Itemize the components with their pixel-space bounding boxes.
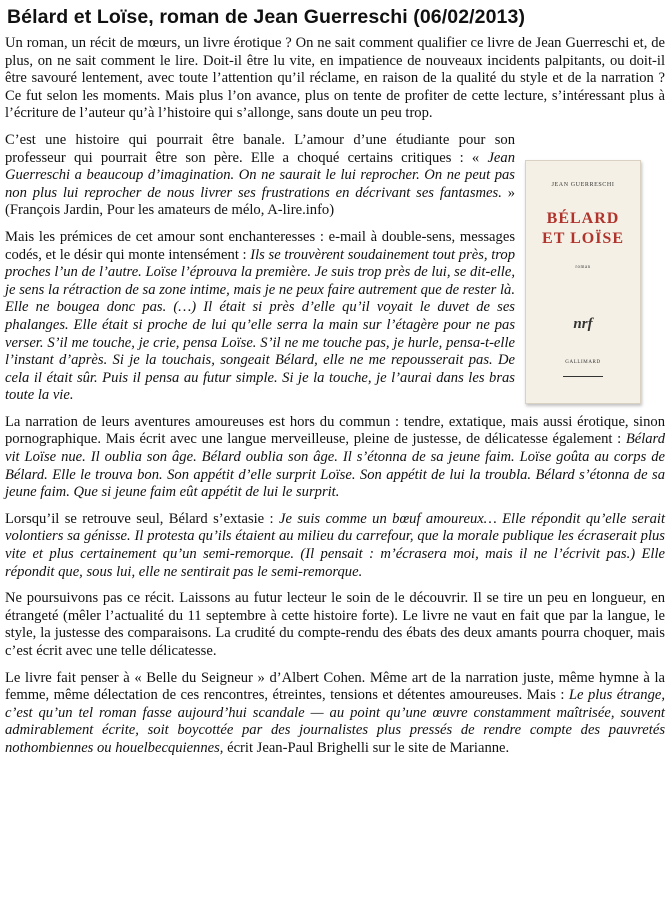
paragraph-5-text-1: Lorsqu’il se retrouve seul, Bélard s’extasie : xyxy=(5,510,279,527)
cover-title xyxy=(526,209,640,249)
paragraph-5 xyxy=(5,511,665,581)
nrf-logo: nrf xyxy=(573,316,593,333)
cover-publisher xyxy=(526,354,640,377)
paragraph-5-quote: Je suis comme un bœuf amoureux… Elle répondit qu’elle serait volontiers sa génisse. Il protesta qu’ils étaient au milieu du carrefour, que la morale publique les écraserait plus vite et plus certainement qu’un semi-remorque. (Il pensait : m’écrasera moi, mais il ne l’écrivit pas.) Elle répondit que, sous lui, elle ne sentirait pas le semi-remorque. xyxy=(5,510,665,580)
cover-title-line-2: ET LOÏSE xyxy=(542,229,624,247)
paragraph-1 xyxy=(5,35,665,123)
paragraph-7-quote: Le plus étrange, c’est qu’un tel roman fasse aujourd’hui scandale — au point qu’une œuvre constamment maîtrisée, souvent admirablement écrite, soit boycottée par des journalistes plus pressés de rendre compte des pauvretés nothombiennes ou houelbecquiennes, xyxy=(5,687,665,756)
paragraph-7 xyxy=(5,670,665,758)
paragraph-4-quote: Bélard vit Loïse nue. Il oublia son âge. Bélard oublia son âge. Il s’étonna de sa jeune faim. Loïse goûta au corps de Bélard. Elle le trouva bon. Son appétit d’elle surprit Loïse. Son appétit de lui la troubla. Bélard s’étonna de sa jeune faim. Que si jeune faim eût appétit de lui le surprit. xyxy=(5,431,665,501)
paragraph-7-text-2: écrit Jean-Paul Brighelli sur le site de Marianne. xyxy=(223,739,510,756)
cover-rule xyxy=(563,376,603,377)
book-cover-image xyxy=(525,160,641,404)
paragraph-4 xyxy=(5,414,665,502)
paragraph-3-quote: Ils se trouvèrent soudainement tout près, trop proches l’un de l’autre. Loïse l’éprouva la première. Je suis trop près de lui, se dit-elle, je sens la rétraction de sa zone intime, mais je ne peux faire autrement que de rester là. Elle ne bougea donc pas. (…) Il était si près d’elle qu’il voyait le duvet de ses phalanges. Elle était si proche de lui qu’elle serra la main sur l’étagère pour ne pas verser. S’il me touche, je crie, pensa Loïse. S’il ne me touche pas, je hurle, pensa-t-elle l’instant d’après. Si je la touchais, songeait Bélard, elle ne me repousserait pas. De cela il était sûr. Puis il pensa au futur simple. Si je la touche, je l’aurai dans les bras toute la vie. xyxy=(5,246,515,404)
paragraph-2-text-2: » (François Jardin, Pour les amateurs de mélo, A-lire.info) xyxy=(5,184,515,219)
article-body xyxy=(5,35,665,758)
paragraph-1-text: Un roman, un récit de mœurs, un livre érotique ? On ne sait comment qualifier ce livre de Jean Guerreschi et, de plus, on ne sait comment le lire. Doit-il être lu vite, en impatience de nouveaux incidents palpitants, ou doit-il être savouré lentement, avec toute l’attention qu’il réclame, en raison de la qualité du style et de la narration ? Ce fut selon les moments. Mais plus l’on avance, plus on tente de profiter de cette lecture, s’intéressant plus à l’écriture de l’auteur qu’à l’histoire qui s’allonge, sans doute un peu trop. xyxy=(5,35,665,122)
article-title: Bélard et Loïse, roman de Jean Guerreschi (06/02/2013) xyxy=(7,6,526,28)
paragraph-6-text: Ne poursuivons pas ce récit. Laissons au futur lecteur le soin de le découvrir. Il se tire un peu en longueur, en étrangeté (mêler l’actualité du 11 septembre à cette histoire forte). Le livre ne vaut en fait que par la langue, le style, la justesse des comparaisons. La crudité du compte-rendu des ébats des deux amants pourra choquer, mais c’est écrit avec une telle délicatesse. xyxy=(5,590,665,659)
cover-author: JEAN GUERRESCHI xyxy=(551,181,615,188)
paragraph-3-text-1: Mais les prémices de cet amour sont enchanteresses : e-mail à double-sens, messages codés, et le désir qui monte intensément : xyxy=(5,228,515,263)
paragraph-6 xyxy=(5,590,665,660)
paragraph-2-text-1: C’est une histoire qui pourrait être banale. L’amour d’une étudiante pour son professeur qui pourrait être son père. Elle a choqué certains critiques : « xyxy=(5,131,515,166)
cover-title-line-1: BÉLARD xyxy=(546,209,620,227)
paragraph-2-quote: Jean Guerreschi a beaucoup d’imagination. On ne saurait le lui reprocher. On ne peut pas non plus lui reprocher de nous livrer ses frustrations en décrivant ses fantasmes. xyxy=(5,149,515,201)
paragraph-7-text-1: Le livre fait penser à « Belle du Seigneur » d’Albert Cohen. Même art de la narration juste, même hymne à la femme, même délectation de ces rencontres, étreintes, tensions et détentes amoureuses. Mais : xyxy=(5,669,665,704)
publisher-name: GALLIMARD xyxy=(565,360,601,366)
cover-genre: roman xyxy=(575,264,591,270)
paragraph-4-text-1: La narration de leurs aventures amoureuses est hors du commun : tendre, extatique, mais aussi érotique, sinon pornographique. Mais écrit avec une langue merveilleuse, pleine de justesse, de délicatesse également : xyxy=(5,413,665,448)
